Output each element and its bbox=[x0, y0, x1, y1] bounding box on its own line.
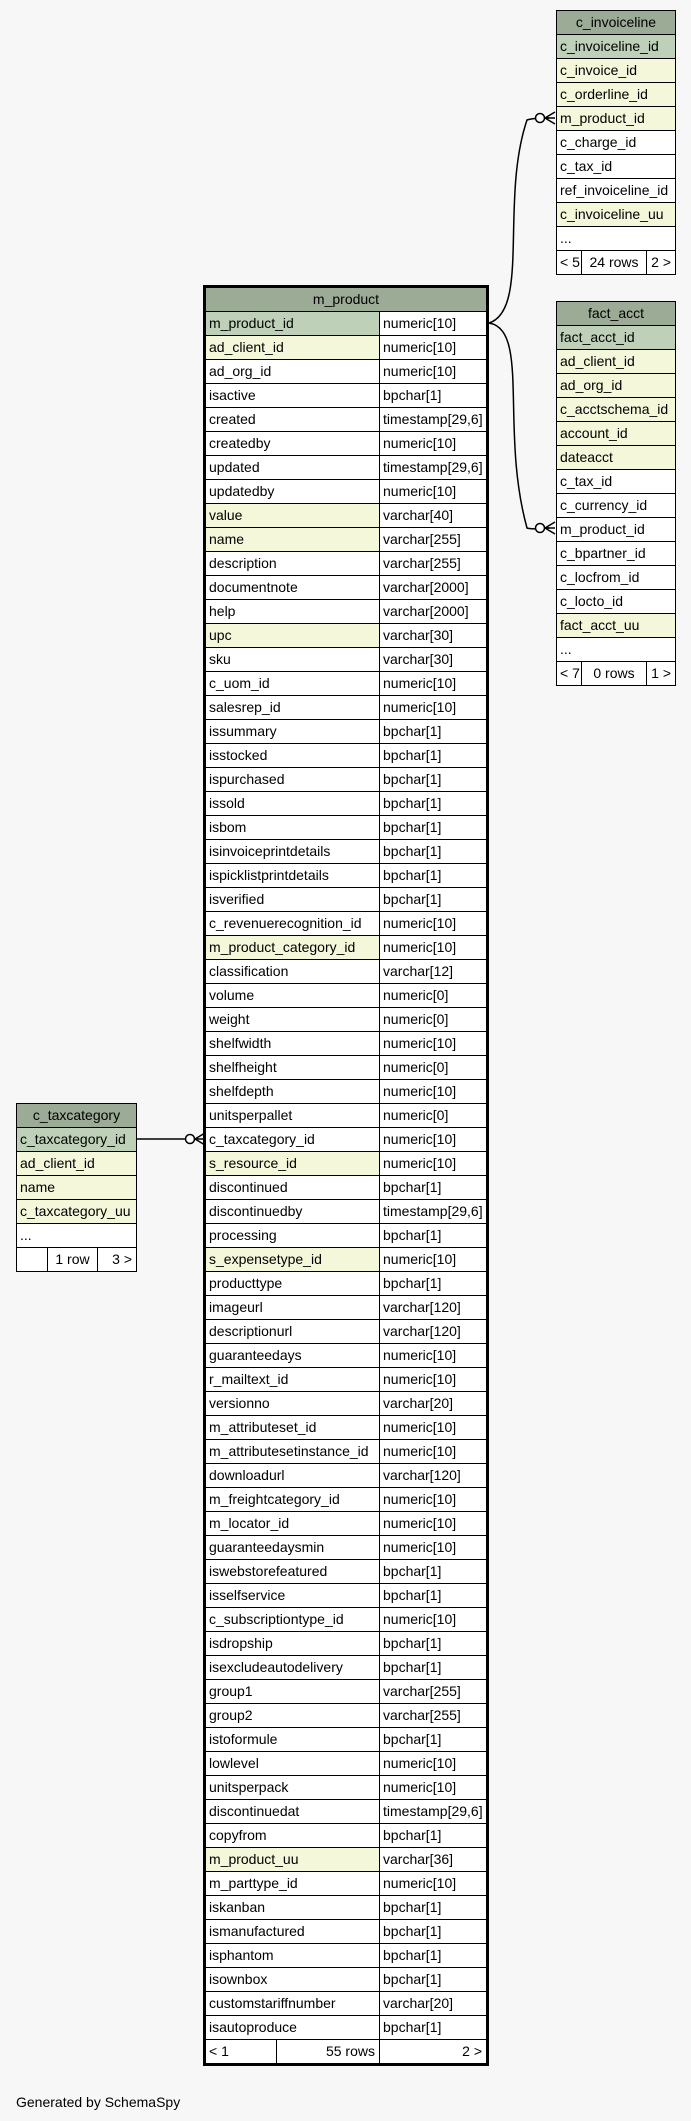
column-type: varchar[120] bbox=[383, 1323, 461, 1339]
column-name[interactable]: producttype bbox=[209, 1275, 283, 1291]
footer-row-count: 1 row bbox=[55, 1251, 90, 1267]
column-type: numeric[0] bbox=[383, 987, 449, 1003]
column-name[interactable]: created bbox=[209, 411, 256, 427]
column-name[interactable]: unitsperpallet bbox=[209, 1107, 293, 1123]
column-name[interactable]: unitsperpack bbox=[209, 1779, 289, 1795]
column-name[interactable]: dateacct bbox=[557, 446, 675, 469]
column-type: varchar[12] bbox=[383, 963, 454, 979]
column-type: bpchar[1] bbox=[383, 1827, 442, 1843]
column-type: bpchar[1] bbox=[383, 2019, 442, 2035]
column-type: bpchar[1] bbox=[383, 747, 442, 763]
column-type: numeric[10] bbox=[383, 699, 457, 715]
column-type: numeric[10] bbox=[383, 1611, 457, 1627]
column-name[interactable]: copyfrom bbox=[209, 1827, 267, 1843]
table-header-c-taxcategory[interactable]: c_taxcategory bbox=[17, 1104, 136, 1127]
column-name[interactable]: documentnote bbox=[209, 579, 298, 595]
table-header-c-invoiceline[interactable]: c_invoiceline bbox=[557, 11, 675, 34]
column-name[interactable]: ref_invoiceline_id bbox=[560, 182, 669, 198]
column-name[interactable]: c_bpartner_id bbox=[560, 545, 646, 561]
column-name[interactable]: group1 bbox=[209, 1683, 253, 1699]
column-name[interactable]: issummary bbox=[209, 723, 277, 739]
column-type: bpchar[1] bbox=[383, 1587, 442, 1603]
column-name[interactable]: versionno bbox=[209, 1395, 270, 1411]
column-name[interactable]: isbom bbox=[209, 819, 247, 835]
column-name[interactable]: shelfwidth bbox=[209, 1035, 272, 1051]
column-name[interactable]: c_orderline_id bbox=[557, 83, 675, 106]
column-name[interactable]: fact_acct_uu bbox=[557, 614, 675, 637]
column-name[interactable]: description bbox=[209, 555, 277, 571]
column-name[interactable]: c_acctschema_id bbox=[557, 398, 675, 421]
column-name[interactable]: isownbox bbox=[209, 1971, 268, 1987]
column-type: varchar[40] bbox=[383, 507, 454, 523]
crowfoot-fact-acct bbox=[545, 522, 555, 534]
column-name[interactable]: c_taxcategory_id bbox=[209, 1131, 315, 1147]
crowfoot-circle-c-invoiceline bbox=[536, 114, 545, 123]
column-type: numeric[10] bbox=[383, 1755, 457, 1771]
column-type: varchar[255] bbox=[383, 1707, 461, 1723]
column-type: timestamp[29,6] bbox=[383, 1803, 483, 1819]
column-type: varchar[36] bbox=[383, 1851, 454, 1867]
column-name[interactable]: isactive bbox=[209, 387, 256, 403]
column-type: bpchar[1] bbox=[383, 1275, 442, 1291]
column-name[interactable]: c_uom_id bbox=[209, 675, 270, 691]
column-name[interactable]: discontinuedat bbox=[209, 1803, 300, 1819]
column-name[interactable]: shelfheight bbox=[209, 1059, 277, 1075]
column-name[interactable]: m_product_id bbox=[206, 312, 379, 335]
column-name[interactable]: c_charge_id bbox=[560, 134, 637, 150]
column-type: numeric[10] bbox=[383, 1515, 457, 1531]
column-name[interactable]: m_locator_id bbox=[209, 1515, 290, 1531]
footer-row-count: 0 rows bbox=[593, 665, 635, 681]
column-name[interactable]: c_locto_id bbox=[560, 593, 624, 609]
column-name[interactable]: ad_org_id bbox=[209, 363, 272, 379]
column-type: varchar[2000] bbox=[383, 579, 469, 595]
footer-prev-page[interactable] bbox=[17, 1248, 47, 1271]
column-name[interactable]: sku bbox=[209, 651, 231, 667]
column-type: numeric[10] bbox=[383, 675, 457, 691]
column-type: bpchar[1] bbox=[383, 819, 442, 835]
column-name[interactable]: customstariffnumber bbox=[209, 1995, 336, 2011]
column-type: varchar[30] bbox=[383, 627, 454, 643]
column-name[interactable]: c_tax_id bbox=[560, 158, 613, 174]
edge-c-invoiceline-to-m-product bbox=[489, 118, 549, 323]
column-name[interactable]: downloadurl bbox=[209, 1467, 285, 1483]
column-type: bpchar[1] bbox=[383, 1563, 442, 1579]
column-name[interactable]: group2 bbox=[209, 1707, 253, 1723]
footer-next-page[interactable]: 3 > bbox=[112, 1251, 132, 1267]
table-header-m-product[interactable]: m_product bbox=[206, 288, 486, 311]
footer-prev-page[interactable]: < 7 bbox=[560, 665, 580, 681]
column-name[interactable]: lowlevel bbox=[209, 1755, 259, 1771]
column-name[interactable]: iskanban bbox=[209, 1899, 266, 1915]
column-name[interactable]: ad_client_id bbox=[206, 336, 379, 359]
column-type: numeric[10] bbox=[383, 339, 457, 355]
column-name[interactable]: shelfdepth bbox=[209, 1083, 274, 1099]
column-name[interactable]: ispurchased bbox=[209, 771, 285, 787]
column-name[interactable]: isexcludeautodelivery bbox=[209, 1659, 343, 1675]
footer-prev-page[interactable]: < 1 bbox=[209, 2043, 229, 2059]
column-name[interactable]: name bbox=[17, 1176, 136, 1199]
column-name[interactable]: c_taxcategory_uu bbox=[17, 1200, 136, 1223]
column-name[interactable]: s_resource_id bbox=[206, 1152, 379, 1175]
column-name[interactable]: r_mailtext_id bbox=[209, 1371, 289, 1387]
column-name[interactable]: m_parttype_id bbox=[209, 1875, 298, 1891]
column-type: numeric[10] bbox=[383, 1155, 457, 1171]
column-type: numeric[10] bbox=[383, 915, 457, 931]
column-name[interactable]: isinvoiceprintdetails bbox=[209, 843, 331, 859]
column-name[interactable]: descriptionurl bbox=[209, 1323, 293, 1339]
column-type: bpchar[1] bbox=[383, 1731, 442, 1747]
crowfoot-circle-fact-acct bbox=[536, 524, 545, 533]
column-divider bbox=[581, 662, 582, 686]
column-type: varchar[255] bbox=[383, 1683, 461, 1699]
column-name[interactable]: c_revenuerecognition_id bbox=[209, 915, 362, 931]
column-type: numeric[10] bbox=[383, 1539, 457, 1555]
column-name[interactable]: updatedby bbox=[209, 483, 275, 499]
column-type: numeric[10] bbox=[383, 1875, 457, 1891]
table-c-taxcategory[interactable] bbox=[16, 1103, 137, 1272]
column-type: numeric[0] bbox=[383, 1011, 449, 1027]
column-name[interactable]: help bbox=[209, 603, 236, 619]
column-name[interactable]: m_freightcategory_id bbox=[209, 1491, 340, 1507]
table-m-product[interactable] bbox=[203, 285, 489, 2066]
column-name[interactable]: ... bbox=[560, 641, 572, 657]
column-name[interactable]: isautoproduce bbox=[209, 2019, 297, 2035]
edge-fact-acct-to-m-product bbox=[489, 323, 549, 529]
column-name[interactable]: c_invoiceline_id bbox=[557, 35, 675, 58]
column-name[interactable]: volume bbox=[209, 987, 255, 1003]
column-name[interactable]: isdropship bbox=[209, 1635, 273, 1651]
column-type: varchar[255] bbox=[383, 531, 461, 547]
column-name[interactable]: ... bbox=[560, 230, 572, 246]
column-name[interactable]: value bbox=[206, 504, 379, 527]
column-name[interactable]: m_product_uu bbox=[206, 1848, 379, 1871]
column-name[interactable]: ad_client_id bbox=[17, 1152, 136, 1175]
crowfoot-c-invoiceline bbox=[545, 112, 555, 124]
column-type: numeric[10] bbox=[383, 1035, 457, 1051]
column-name[interactable]: m_product_id bbox=[560, 521, 645, 537]
column-name[interactable]: ismanufactured bbox=[209, 1923, 305, 1939]
column-type: varchar[20] bbox=[383, 1995, 454, 2011]
crowfoot-circle-m-product bbox=[186, 1135, 195, 1144]
column-name[interactable]: fact_acct_id bbox=[557, 326, 675, 349]
column-divider bbox=[47, 1248, 48, 1272]
column-name[interactable]: c_invoiceline_uu bbox=[557, 203, 675, 226]
column-type: timestamp[29,6] bbox=[383, 1203, 483, 1219]
table-c-invoiceline[interactable] bbox=[556, 10, 676, 275]
footer-next-page[interactable]: 2 > bbox=[651, 254, 671, 270]
column-name[interactable]: m_product_id bbox=[557, 107, 675, 130]
footer-next-page[interactable]: 2 > bbox=[462, 2043, 482, 2059]
footer-prev-page[interactable]: < 5 bbox=[560, 254, 580, 270]
column-name[interactable]: m_attributeset_id bbox=[209, 1419, 317, 1435]
column-type: numeric[0] bbox=[383, 1107, 449, 1123]
column-name[interactable]: classification bbox=[209, 963, 289, 979]
column-type: numeric[10] bbox=[383, 1131, 457, 1147]
generated-by-footer: Generated by SchemaSpy bbox=[16, 2094, 181, 2110]
column-type: bpchar[1] bbox=[383, 771, 442, 787]
column-name[interactable]: c_currency_id bbox=[560, 497, 648, 513]
column-name[interactable]: c_taxcategory_id bbox=[17, 1128, 136, 1151]
column-name[interactable]: c_tax_id bbox=[560, 473, 613, 489]
column-name[interactable]: ad_org_id bbox=[557, 374, 675, 397]
column-type: bpchar[1] bbox=[383, 1179, 442, 1195]
column-name[interactable]: isselfservice bbox=[209, 1587, 286, 1603]
table-header-fact-acct[interactable]: fact_acct bbox=[557, 302, 675, 325]
column-name[interactable]: isverified bbox=[209, 891, 265, 907]
column-name[interactable]: s_expensetype_id bbox=[206, 1248, 379, 1271]
column-name[interactable]: upc bbox=[206, 624, 379, 647]
column-type: bpchar[1] bbox=[383, 1899, 442, 1915]
column-name[interactable]: ... bbox=[20, 1227, 32, 1243]
column-type: bpchar[1] bbox=[383, 795, 442, 811]
column-type: numeric[10] bbox=[383, 1419, 457, 1435]
column-name[interactable]: istoformule bbox=[209, 1731, 278, 1747]
footer-row-count: 55 rows bbox=[325, 2043, 375, 2059]
column-name[interactable]: imageurl bbox=[209, 1299, 263, 1315]
column-type: numeric[10] bbox=[383, 435, 457, 451]
column-name[interactable]: ispicklistprintdetails bbox=[209, 867, 329, 883]
column-type: varchar[2000] bbox=[383, 603, 469, 619]
column-type: varchar[120] bbox=[383, 1299, 461, 1315]
column-divider bbox=[581, 251, 582, 275]
column-type: numeric[10] bbox=[383, 363, 457, 379]
column-type: varchar[255] bbox=[383, 555, 461, 571]
column-type: numeric[10] bbox=[383, 1779, 457, 1795]
column-type: timestamp[29,6] bbox=[383, 459, 483, 475]
column-type: bpchar[1] bbox=[383, 1947, 442, 1963]
column-type: bpchar[1] bbox=[383, 867, 442, 883]
column-divider bbox=[97, 1248, 98, 1272]
column-type: timestamp[29,6] bbox=[383, 411, 483, 427]
column-type: varchar[20] bbox=[383, 1395, 454, 1411]
column-divider bbox=[379, 2040, 380, 2064]
column-name[interactable]: c_invoice_id bbox=[557, 59, 675, 82]
column-type: bpchar[1] bbox=[383, 387, 442, 403]
column-name[interactable]: isphantom bbox=[209, 1947, 274, 1963]
column-type: numeric[10] bbox=[383, 1251, 457, 1267]
column-type: bpchar[1] bbox=[383, 891, 442, 907]
column-divider bbox=[276, 2040, 277, 2064]
column-type: bpchar[1] bbox=[383, 1659, 442, 1675]
column-name[interactable]: discontinued bbox=[209, 1179, 288, 1195]
column-divider bbox=[379, 312, 380, 2040]
column-name[interactable]: salesrep_id bbox=[209, 699, 281, 715]
column-type: bpchar[1] bbox=[383, 1923, 442, 1939]
column-name[interactable]: m_attributesetinstance_id bbox=[209, 1443, 369, 1459]
column-name[interactable]: issold bbox=[209, 795, 245, 811]
column-type: bpchar[1] bbox=[383, 1635, 442, 1651]
column-name[interactable]: guaranteedays bbox=[209, 1347, 302, 1363]
column-name[interactable]: discontinuedby bbox=[209, 1203, 303, 1219]
column-type: numeric[10] bbox=[383, 1083, 457, 1099]
column-type: numeric[0] bbox=[383, 1059, 449, 1075]
column-name[interactable]: ad_client_id bbox=[557, 350, 675, 373]
column-name[interactable]: createdby bbox=[209, 435, 271, 451]
column-name[interactable]: name bbox=[206, 528, 379, 551]
column-name[interactable]: guaranteedaysmin bbox=[209, 1539, 325, 1555]
column-type: bpchar[1] bbox=[383, 843, 442, 859]
column-name[interactable]: weight bbox=[209, 1011, 250, 1027]
column-type: numeric[10] bbox=[383, 315, 457, 331]
column-name[interactable]: account_id bbox=[557, 422, 675, 445]
column-type: varchar[30] bbox=[383, 651, 454, 667]
column-name[interactable]: updated bbox=[209, 459, 260, 475]
column-name[interactable]: c_subscriptiontype_id bbox=[209, 1611, 344, 1627]
column-type: numeric[10] bbox=[383, 1371, 457, 1387]
column-type: bpchar[1] bbox=[383, 723, 442, 739]
column-type: bpchar[1] bbox=[383, 1227, 442, 1243]
footer-next-page[interactable]: 1 > bbox=[651, 665, 671, 681]
column-type: numeric[10] bbox=[383, 483, 457, 499]
column-name[interactable]: m_product_category_id bbox=[206, 936, 379, 959]
column-divider bbox=[646, 251, 647, 275]
column-name[interactable]: iswebstorefeatured bbox=[209, 1563, 328, 1579]
column-divider bbox=[646, 662, 647, 686]
column-type: varchar[120] bbox=[383, 1467, 461, 1483]
footer-row-count: 24 rows bbox=[589, 254, 639, 270]
column-type: numeric[10] bbox=[383, 1491, 457, 1507]
column-name[interactable]: isstocked bbox=[209, 747, 268, 763]
column-name[interactable]: processing bbox=[209, 1227, 277, 1243]
column-type: numeric[10] bbox=[383, 1347, 457, 1363]
column-name[interactable]: c_locfrom_id bbox=[560, 569, 640, 585]
column-type: bpchar[1] bbox=[383, 1971, 442, 1987]
column-type: numeric[10] bbox=[383, 939, 457, 955]
column-type: numeric[10] bbox=[383, 1443, 457, 1459]
table-fact-acct[interactable] bbox=[556, 301, 676, 686]
